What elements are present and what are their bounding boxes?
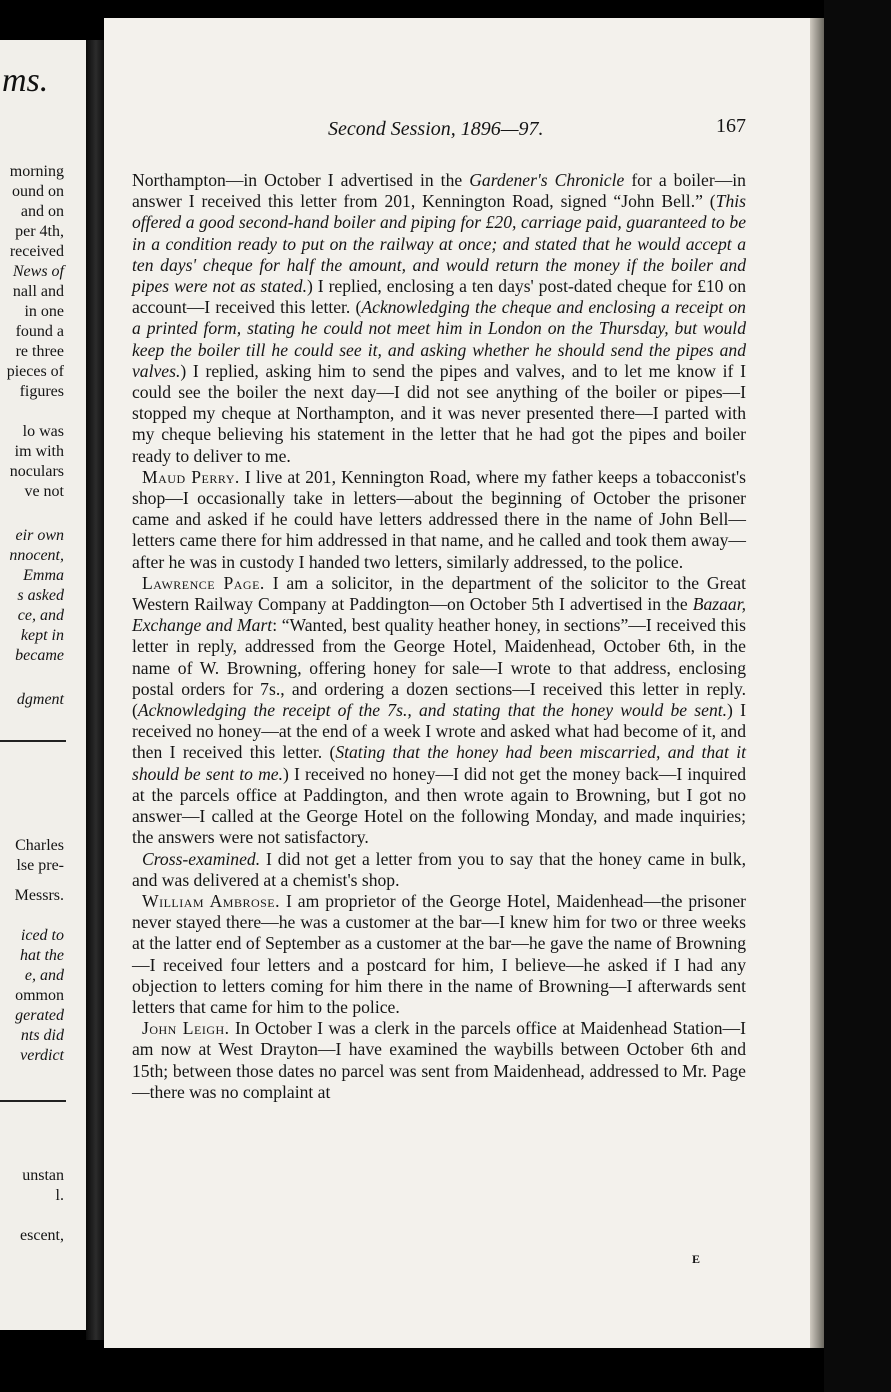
left-page-fragment: l.: [55, 1187, 64, 1204]
left-page-fragment: dgment: [16, 691, 64, 708]
left-page-fragment: iced to: [20, 927, 64, 944]
left-page-fragment: im with: [14, 443, 64, 460]
left-page-fragment: lo was: [22, 423, 64, 440]
left-page-fragment: ommon: [15, 987, 64, 1004]
left-page-fragment: lse pre-: [16, 857, 64, 874]
left-page-fragment: verdict: [20, 1047, 64, 1064]
left-page-fragment: nts did: [20, 1027, 64, 1044]
witness-name: John Leigh.: [142, 1018, 230, 1039]
left-page: [0, 40, 86, 1330]
left-page-fragment: ve not: [24, 483, 64, 500]
body-text: [132, 170, 746, 1103]
left-page-fragment: nall and: [12, 283, 64, 300]
left-page-fragment: received: [9, 243, 64, 260]
left-page-fragment: hat the: [20, 947, 64, 964]
left-page-fragment: unstan: [22, 1167, 64, 1184]
left-page-fragment: and on: [20, 203, 64, 220]
paragraph-cross-examined: Cross-examined. I did not get a letter from you to say that the honey came in bulk, and was delivered at a chemist's shop.: [132, 848, 746, 890]
paragraph-john-leigh: John Leigh. In October I was a clerk in the parcels office at Maidenhead Station—I am now at West Drayton—I have examined the waybills between October 6th and 15th; between those dates no parcel was sent from Maidenhead, addressed to Mr. Page—there was no complaint at: [132, 1018, 746, 1102]
left-page-fragment: found a: [15, 323, 64, 340]
left-page-rule: [0, 740, 66, 742]
left-page-fragment: re three: [15, 343, 64, 360]
left-page-fragment: Emma: [23, 567, 64, 584]
left-page-fragment: escent,: [20, 1227, 64, 1244]
left-page-fragment: gerated: [15, 1007, 64, 1024]
signature-mark: E: [692, 1252, 701, 1266]
left-page-fragment: pieces of: [6, 363, 64, 380]
cover-board: [824, 0, 891, 1392]
paragraph-maud-perry: Maud Perry. I live at 201, Kennington Road, where my father keeps a tobacconist's shop—I occasionally take in letters—about the beginning of October the prisoner came and asked if he could have letters addressed there in the name of John Bell—letters came there for him addressed in that name, and he called and took them away—after he was in custody I handed two letters, similarly addressed, to the police.: [132, 466, 747, 572]
page-edge: [810, 18, 824, 1348]
left-page-fragment: became: [15, 647, 64, 664]
left-page-fragment: News of: [12, 263, 64, 280]
page-number: 167: [716, 115, 746, 137]
book-gutter: [86, 40, 104, 1340]
running-head: Second Session, 1896—97.: [328, 118, 544, 140]
witness-name: William Ambrose.: [142, 890, 281, 911]
left-page-fragment: nnocent,: [9, 547, 64, 564]
left-page-fragment: noculars: [9, 463, 64, 480]
left-page-fragment: Messrs.: [14, 887, 64, 904]
left-page-fragment: ound on: [12, 183, 64, 200]
left-page-fragment: Charles: [15, 837, 64, 854]
paragraph-lawrence-page: Lawrence Page. I am a solicitor, in the department of the solicitor to the Great Western Railway Company at Paddington—on October 5th I advertised in the Bazaar, Exchange and Mart: “Wanted, best quality heather honey, in sections”—I received this letter in reply, addressed from the George Hotel, Maidenhead, October 6th, in the name of W. Browning, offering honey for sale—I wrote to that address, enclosing postal orders for 7s., and ordering a dozen sections—I received this letter in reply. (Acknowledging the receipt of the 7s., and stating that the honey would be sent.) I received no honey—at the end of a week I wrote and asked what had become of it, and then I received this letter. (Stating that the honey had been miscarried, and that it should be sent to me.) I received no honey—I did not get the money back—I inquired at the parcels office at Paddington, and then wrote again to Browning, but I got no answer—I called at the George Hotel on the following Monday, and made inquiries; the answers were not satisfactory.: [132, 572, 746, 848]
left-page-fragment: morning: [9, 163, 64, 180]
paragraph-william-ambrose: William Ambrose. I am proprietor of the George Hotel, Maidenhead—the prisoner never stayed there—he was a customer at the bar—I knew him for two or three weeks at the latter end of September as a customer at the bar—he gave the name of Browning—I received four letters and a postcard for him, I believe—he asked if I had any objection to letters coming for him there in the name of Browning—I afterwards sent letters that came for him to the police.: [132, 890, 747, 1017]
left-page-fragment: per 4th,: [15, 223, 64, 240]
paragraph: Northampton—in October I advertised in the Gardener's Chronicle for a boiler—in answer I received this letter from 201, Kennington Road, signed “John Bell.” (This offered a good second-hand boiler and piping for £20, carriage paid, guaranteed to be in a condition ready to put on the railway at once; and stated that he would accept a ten days' cheque for half the amount, and would return the money if the boiler and pipes were not as stated.) I replied, enclosing a ten days' post-dated cheque for £10 on account—I received this letter. (Acknowledging the cheque and enclosing a receipt on a printed form, stating he could not meet him in London on the Thursday, but would keep the boiler till he could see it, and asking whether he should send the pipes and valves.) I replied, asking him to send the pipes and valves, and to let me know if I could see the boiler the next day—I did not see anything of the boiler or pipes—I stopped my cheque at Northampton, and it was never presented there—I parted with my cheque believing his statement in the letter that he had got the pipes and boiler ready to deliver to me.: [132, 170, 746, 466]
cross-examined-label: Cross-examined.: [142, 848, 261, 869]
left-page-fragment: kept in: [20, 627, 64, 644]
left-page-fragment: e, and: [24, 967, 64, 984]
witness-name: Lawrence Page.: [142, 572, 265, 593]
left-page-fragment: eir own: [15, 527, 64, 544]
left-page-fragment: ce, and: [17, 607, 64, 624]
left-page-fragment: in one: [24, 303, 64, 320]
left-page-fragment: s asked: [17, 587, 64, 604]
witness-name: Maud Perry.: [142, 466, 240, 487]
left-page-rule: [0, 1100, 66, 1102]
left-page-head: ms.: [2, 62, 49, 99]
left-page-fragment: figures: [19, 383, 64, 400]
